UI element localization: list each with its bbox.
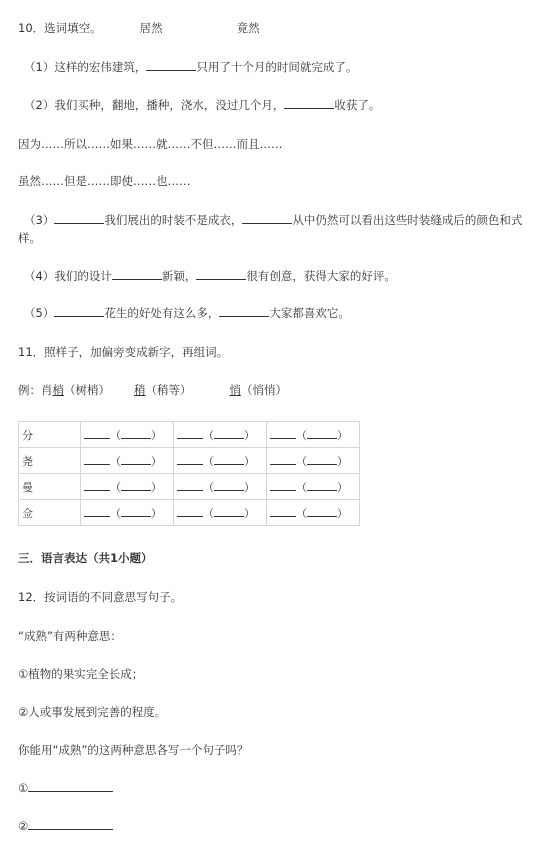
close-paren: ） — [151, 454, 162, 468]
q11-word-table — [18, 421, 360, 526]
new-character-blank[interactable] — [177, 455, 203, 465]
q10-title: 10．选词填空。 — [18, 21, 102, 35]
word-blank[interactable] — [307, 481, 337, 491]
answer-cell — [267, 448, 360, 474]
open-paren: （ — [296, 454, 307, 468]
open-paren: （ — [203, 428, 214, 442]
base-character: 佥 — [19, 500, 81, 526]
answer-cell — [81, 422, 174, 448]
q10-sentence-3-cont: 样。 — [18, 231, 41, 245]
new-character-blank[interactable] — [177, 507, 203, 517]
close-paren: ） — [337, 506, 348, 520]
answer-blank[interactable] — [146, 59, 196, 71]
open-paren: （ — [296, 428, 307, 442]
answer-cell — [267, 474, 360, 500]
new-character-blank[interactable] — [84, 455, 110, 465]
answer-blank[interactable] — [28, 780, 113, 792]
answer-blank[interactable] — [284, 97, 334, 109]
open-paren: （ — [296, 506, 307, 520]
new-character-blank[interactable] — [84, 481, 110, 491]
new-character-blank[interactable] — [84, 429, 110, 439]
q12-title: 12．按词语的不同意思写句子。 — [18, 590, 183, 604]
word-table-row — [19, 422, 360, 448]
close-paren: ） — [337, 480, 348, 494]
answer-blank[interactable] — [54, 212, 104, 224]
answer-blank[interactable] — [54, 305, 104, 317]
new-character-blank[interactable] — [84, 507, 110, 517]
conjunction-list-1: 因为……所以……如果……就……不但……而且…… — [18, 137, 283, 151]
section-3-title: 三．语言表达（共1小题） — [18, 551, 153, 565]
new-character-blank[interactable] — [270, 429, 296, 439]
word-blank[interactable] — [214, 455, 244, 465]
base-character: 尧 — [19, 448, 81, 474]
answer-blank[interactable] — [219, 305, 269, 317]
answer-cell — [174, 422, 267, 448]
q10-sentence-4: （4）我们的设计 新颖， 很有创意，获得大家的好评。 — [24, 269, 396, 283]
word-blank[interactable] — [307, 429, 337, 439]
base-character: 分 — [19, 422, 81, 448]
conjunction-list-2: 虽然……但是……即使……也…… — [18, 174, 191, 188]
new-character-blank[interactable] — [270, 507, 296, 517]
open-paren: （ — [110, 428, 121, 442]
word-blank[interactable] — [307, 507, 337, 517]
word-blank[interactable] — [214, 481, 244, 491]
answer-cell — [174, 448, 267, 474]
answer-cell — [81, 448, 174, 474]
word-table-row — [19, 448, 360, 474]
answer-blank[interactable] — [28, 818, 113, 830]
answer-cell — [81, 500, 174, 526]
q10-sentence-2: （2）我们买种，翻地，播种，浇水，没过几个月， 收获了。 — [24, 98, 381, 112]
q12-meaning-2: ②人或事发展到完善的程度。 — [18, 705, 167, 719]
new-character-blank[interactable] — [270, 481, 296, 491]
q11-title: 11．照样子，加偏旁变成新字，再组词。 — [18, 345, 229, 359]
new-character-blank[interactable] — [177, 481, 203, 491]
close-paren: ） — [244, 454, 255, 468]
new-character-blank[interactable] — [270, 455, 296, 465]
close-paren: ） — [151, 428, 162, 442]
q10-sentence-3: （3） 我们展出的时装不是成衣， 从中仍然可以看出这些时装缝成后的颜色和式 — [24, 213, 523, 227]
answer-blank[interactable] — [112, 268, 162, 280]
answer-blank[interactable] — [196, 268, 246, 280]
q12-answer-1: ① — [18, 780, 113, 796]
close-paren: ） — [337, 428, 348, 442]
answer-cell — [174, 474, 267, 500]
answer-cell — [81, 474, 174, 500]
word-table-row — [19, 474, 360, 500]
base-character: 曼 — [19, 474, 81, 500]
close-paren: ） — [151, 480, 162, 494]
word-blank[interactable] — [121, 429, 151, 439]
q10-header — [18, 20, 260, 36]
q12-meaning-1: ①植物的果实完全长成； — [18, 667, 144, 681]
q10-sentence-5: （5） 花生的好处有这么多， 大家都喜欢它。 — [24, 306, 350, 320]
open-paren: （ — [203, 454, 214, 468]
word-blank[interactable] — [121, 455, 151, 465]
q12-ask: 你能用“成熟”的这两种意思各写一个句子吗？ — [18, 743, 249, 757]
word-table-row — [19, 500, 360, 526]
close-paren: ） — [337, 454, 348, 468]
open-paren: （ — [296, 480, 307, 494]
open-paren: （ — [203, 506, 214, 520]
q12-intro: “成熟”有两种意思： — [18, 629, 122, 643]
word-blank[interactable] — [214, 507, 244, 517]
open-paren: （ — [110, 506, 121, 520]
q10-word2: 竟然 — [236, 21, 260, 35]
answer-cell — [174, 500, 267, 526]
close-paren: ） — [151, 506, 162, 520]
word-blank[interactable] — [214, 429, 244, 439]
open-paren: （ — [110, 454, 121, 468]
q10-word1: 居然 — [139, 21, 163, 35]
close-paren: ） — [244, 480, 255, 494]
open-paren: （ — [203, 480, 214, 494]
close-paren: ） — [244, 506, 255, 520]
answer-cell — [267, 422, 360, 448]
q12-answer-2: ② — [18, 818, 113, 834]
new-character-blank[interactable] — [177, 429, 203, 439]
open-paren: （ — [110, 480, 121, 494]
word-blank[interactable] — [121, 507, 151, 517]
q10-sentence-1: （1）这样的宏伟建筑， 只用了十个月的时间就完成了。 — [24, 60, 358, 74]
word-blank[interactable] — [121, 481, 151, 491]
answer-blank[interactable] — [242, 212, 292, 224]
q11-example: 例：肖梢（树梢） 稍（稍等） 悄（悄悄） — [18, 383, 287, 397]
word-blank[interactable] — [307, 455, 337, 465]
answer-cell — [267, 500, 360, 526]
close-paren: ） — [244, 428, 255, 442]
